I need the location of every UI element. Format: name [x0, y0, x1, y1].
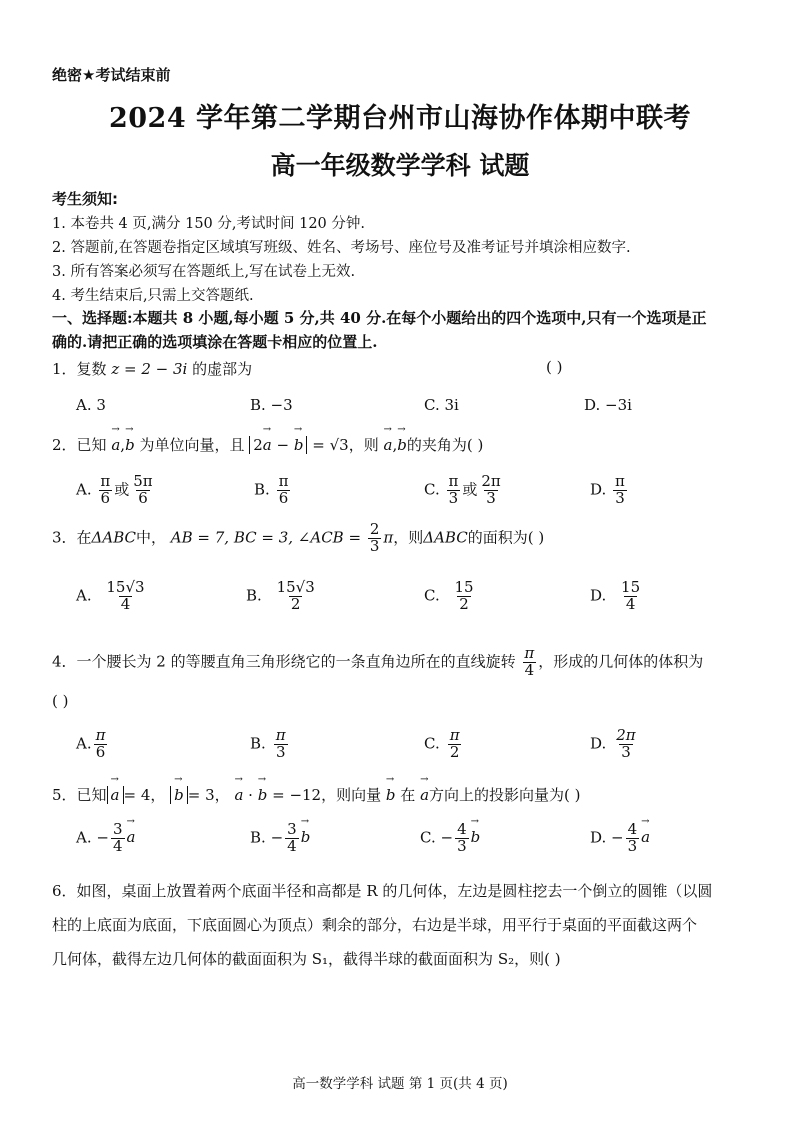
vector-b: → b	[301, 828, 311, 846]
section-heading: 一、选择题:本题共 8 小题,每小题 5 分,共 40 分.在每个小题给出的四个选项中,只有一个选项是正	[52, 309, 707, 327]
q5-tail2: 在	[400, 786, 416, 804]
question-5: 5．已知→ a = 4， → b = 3， → a · → b = −12，则向量 → b 在 → a方向上的投影向量为( )	[52, 784, 581, 805]
opt-label: A.	[76, 828, 92, 847]
fraction	[522, 646, 536, 679]
q5-tail3: 方向上的投影向量为( )	[429, 786, 581, 804]
numer: π	[449, 726, 460, 744]
q2-tail2: 的夹角为( )	[406, 436, 484, 454]
vector-a: → a	[420, 786, 429, 804]
abs-expr	[170, 786, 188, 804]
q1-option-a: A. 3	[76, 396, 106, 414]
minus: −	[611, 828, 624, 847]
notice-item: 4. 考生结束后,只需上交答题纸.	[52, 288, 254, 304]
fraction	[368, 522, 382, 555]
fraction	[447, 474, 461, 507]
vector-b: → b	[258, 786, 268, 804]
fraction	[285, 822, 299, 855]
comma: ,	[120, 436, 126, 454]
fraction	[455, 822, 469, 855]
opt-label: D.	[590, 734, 607, 753]
numer: 4	[457, 820, 467, 838]
q4-text: 4．一个腰长为 2 的等腰直角三角形绕它的一条直角边所在的直线旋转	[52, 652, 516, 671]
numer: 15	[454, 578, 474, 596]
q2-tail: ，则	[348, 436, 379, 454]
triangle-label: ΔABC	[91, 528, 136, 547]
q2-eq: = √3	[312, 436, 349, 454]
vector-a: → a	[384, 436, 393, 454]
q3-num: 3．在	[52, 528, 92, 547]
vector-a: → a	[641, 828, 650, 846]
opt-label: B.	[250, 734, 266, 753]
denom: 3	[627, 836, 638, 855]
vector-b: → b	[294, 436, 304, 454]
vector-a: → a	[111, 436, 120, 454]
fraction	[453, 580, 476, 613]
q1-num: 1．复数	[52, 360, 107, 378]
denom: 3	[369, 536, 380, 555]
notice-item: 1. 本卷共 4 页,满分 150 分,考试时间 120 分钟.	[52, 216, 366, 232]
abs-expr: 2→ a − → b	[249, 436, 307, 454]
q5-tail: ，则向量	[321, 786, 382, 804]
denom: 6	[100, 488, 111, 507]
fraction	[614, 728, 637, 761]
vector-a: → a	[234, 786, 243, 804]
opt-label: C.	[424, 734, 440, 753]
opt-label: D.	[590, 828, 607, 847]
q2-option-c	[424, 474, 505, 507]
q3-given: AB = 7, BC = 3, ∠ACB =	[170, 528, 362, 547]
or-word: 或	[462, 480, 478, 499]
opt-label: D.	[590, 586, 607, 605]
vector-b: → b	[471, 828, 481, 846]
page-footer: 高一数学学科 试题 第 1 页(共 4 页)	[292, 1076, 508, 1092]
question-2	[52, 434, 483, 455]
question-6-line-1: 6．如图，桌面上放置着两个底面半径和高都是 R 的几何体，左边是圆柱挖去一个倒立的圆锥（以圆	[52, 882, 713, 900]
pi-symbol: π	[383, 528, 394, 547]
fraction	[277, 474, 291, 507]
numer: 15√3	[106, 578, 145, 596]
q2-option-b	[254, 474, 292, 507]
opt-label: A.	[76, 480, 92, 499]
fraction	[111, 822, 125, 855]
numer: 2π	[481, 472, 501, 490]
q2-option-a	[76, 474, 157, 507]
numer: π	[524, 644, 535, 662]
q1-tail: 的虚部为	[192, 360, 253, 378]
vector-b: → b	[386, 786, 396, 804]
q1-option-c: C. 3i	[424, 396, 459, 414]
vector-b: → b	[397, 436, 407, 454]
q5-num: 5．已知	[52, 786, 107, 804]
denom: 6	[278, 488, 289, 507]
denom: 3	[486, 488, 496, 507]
fraction	[274, 728, 288, 761]
denom: 3	[457, 836, 467, 855]
vector-b: → b	[174, 786, 184, 804]
numer: 5π	[133, 472, 153, 490]
denom: 3	[448, 488, 459, 507]
q4-tail: ，形成的几何体的体积为	[538, 652, 704, 671]
q2-num: 2．已知	[52, 436, 107, 454]
abs-expr	[107, 786, 124, 804]
answer-paren: ( )	[52, 692, 69, 710]
q5-option-b	[250, 822, 310, 855]
numer: π	[278, 472, 289, 490]
fraction	[94, 728, 108, 761]
q1-option-b: B. −3	[250, 396, 293, 414]
notice-heading: 考生须知:	[52, 190, 118, 208]
q5-option-c	[420, 822, 480, 855]
minus: −	[270, 828, 284, 847]
question-1	[52, 358, 252, 379]
numer: 2	[369, 520, 380, 538]
q4-option-c	[424, 728, 464, 761]
denom: 3	[275, 742, 286, 761]
fraction	[619, 580, 642, 613]
denom: 6	[138, 488, 148, 507]
exam-subtitle: 高一年级数学学科 试题	[270, 151, 530, 180]
numer: 15	[621, 578, 641, 596]
opt-label: C.	[420, 828, 436, 847]
denom: 2	[449, 742, 460, 761]
numer: 3	[287, 820, 297, 838]
question-6-line-3: 几何体，截得左边几何体的截面面积为 S₁，截得半球的截面面积为 S₂，则( )	[52, 950, 561, 968]
numer: π	[95, 726, 106, 744]
denom: 4	[524, 660, 535, 679]
q3-option-a	[76, 580, 149, 613]
opt-label: C.	[424, 586, 440, 605]
q4-option-a	[76, 728, 109, 761]
vector-a: → a	[263, 436, 272, 454]
fraction	[626, 822, 640, 855]
question-3	[52, 522, 544, 555]
q5-eq2: = 3，	[187, 786, 230, 804]
fraction	[275, 580, 317, 613]
fraction	[448, 728, 462, 761]
q1-expr: z = 2 − 3i	[111, 360, 188, 378]
q4-option-b	[250, 728, 290, 761]
q3-option-b	[246, 580, 319, 613]
denom: 6	[95, 742, 106, 761]
opt-label: B.	[246, 586, 262, 605]
opt-label: C.	[424, 480, 440, 499]
denom: 2	[290, 594, 301, 613]
q5-eq1: = 4，	[123, 786, 166, 804]
numer: 2π	[616, 726, 636, 744]
exam-title: 2024 学年第二学期台州市山海协作体期中联考	[108, 103, 692, 134]
numer: π	[448, 472, 459, 490]
comma: ,	[392, 436, 398, 454]
q2-mid: 为单位向量，且	[139, 436, 245, 454]
notice-item: 2. 答题前,在答题卷指定区域填写班级、姓名、考场号、座位号及准考证号并填涂相应数字.	[52, 240, 631, 256]
denom: 3	[615, 488, 625, 507]
denom: 4	[625, 594, 636, 613]
q3-option-c	[424, 580, 478, 613]
fraction	[104, 580, 146, 613]
numer: 4	[627, 820, 638, 838]
opt-label: B.	[254, 480, 270, 499]
fraction	[479, 474, 502, 507]
numer: 15√3	[276, 578, 315, 596]
coef: 2	[253, 436, 263, 454]
numer: 3	[112, 820, 123, 838]
or-word: 或	[114, 480, 130, 499]
q1-option-d: D. −3i	[584, 396, 632, 414]
vector-a: → a	[111, 786, 120, 804]
denom: 4	[287, 836, 297, 855]
vector-b: → b	[125, 436, 135, 454]
q5-option-a	[76, 822, 135, 855]
opt-label: A.	[76, 586, 92, 605]
fraction	[613, 474, 627, 507]
q5-option-d	[590, 822, 650, 855]
numer: π	[275, 726, 286, 744]
minus: −	[440, 828, 454, 847]
answer-paren: ( )	[546, 358, 563, 376]
notice-item: 3. 所有答案必须写在答题纸上,写在试卷上无效.	[52, 264, 356, 280]
question-4	[52, 646, 703, 679]
numer: π	[100, 472, 111, 490]
denom: 4	[120, 594, 131, 613]
q2-option-d	[590, 474, 629, 507]
fraction	[98, 474, 112, 507]
section-heading-cont: 确的.请把正确的选项填涂在答题卡相应的位置上.	[52, 333, 378, 351]
opt-label: D.	[590, 480, 607, 499]
q3-mid: 中，	[136, 528, 167, 547]
q3-option-d	[590, 580, 644, 613]
q3-tail2: 的面积为( )	[467, 528, 545, 547]
vector-a: → a	[127, 828, 136, 846]
q3-tail: ，则	[393, 528, 424, 547]
opt-label: A.	[76, 734, 92, 753]
minus: −	[96, 828, 109, 847]
denom: 4	[112, 836, 123, 855]
fraction	[131, 474, 154, 507]
numer: π	[615, 472, 625, 490]
confidential-label: 绝密★考试结束前	[52, 66, 171, 84]
denom: 3	[621, 742, 631, 761]
denom: 2	[459, 594, 469, 613]
q4-option-d	[590, 728, 640, 761]
q5-eq3: = −12	[272, 786, 322, 804]
question-6-line-2: 柱的上底面为底面，下底面圆心为顶点）剩余的部分，右边是半球，用平行于桌面的平面截这两个	[52, 916, 698, 934]
triangle-label: ΔABC	[423, 528, 468, 547]
opt-label: B.	[250, 828, 266, 847]
